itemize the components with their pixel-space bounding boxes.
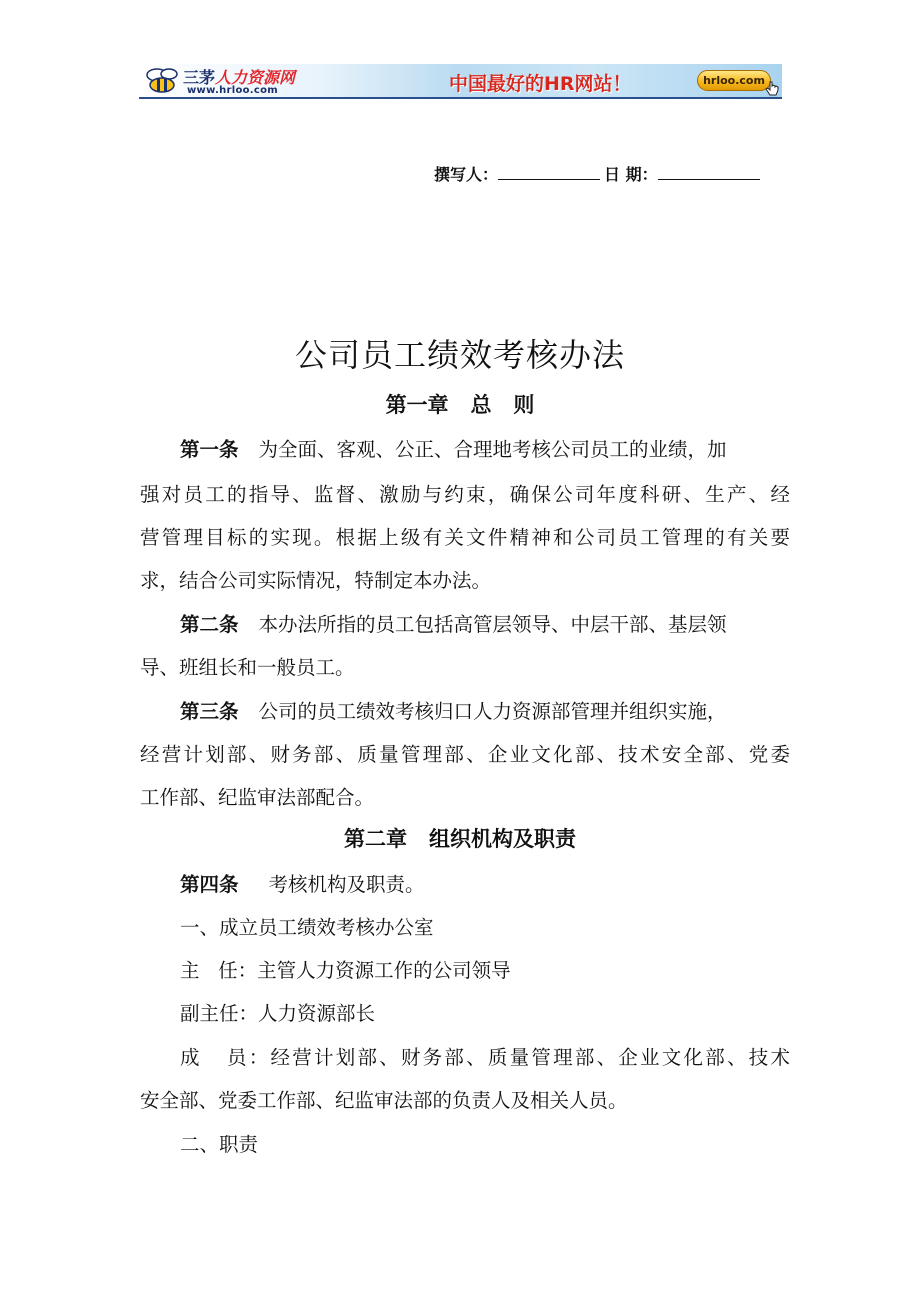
item-director: 主 任：主管人力资源工作的公司领导	[180, 959, 511, 982]
brand-part2: 人力资源网	[215, 68, 296, 87]
document-title: 公司员工绩效考核办法	[294, 336, 625, 374]
article-2-line-2: 导、班组长和一般员工。	[140, 656, 355, 679]
item-deputy: 副主任：人力资源部长	[180, 1002, 376, 1025]
article-4-text-1: 考核机构及职责。	[268, 873, 425, 896]
article-2-line-1	[180, 609, 790, 637]
article-4-line-1	[180, 869, 790, 897]
chapter-heading-1: 第一章 总 则	[385, 393, 535, 417]
article-1-line-2: 强对员工的指导、监督、激励与约束，确保公司年度科研、生产、经	[140, 483, 790, 506]
article-1-line-4: 求，结合公司实际情况，特制定本办法。	[140, 569, 492, 592]
article-2-text-1: 本办法所指的员工包括高管层领导、中层干部、基层领	[258, 613, 727, 636]
chapter-heading-2: 第二章 组织机构及职责	[344, 827, 576, 851]
item-members-line-1: 成 员：经营计划部、财务部、质量管理部、企业文化部、技术	[180, 1046, 790, 1069]
bee-logo-icon	[145, 66, 179, 96]
hand-cursor-icon	[765, 81, 779, 97]
writer-field[interactable]	[498, 165, 600, 180]
article-1-label: 第一条	[180, 438, 239, 461]
banner-slogan: 中国最好的HR网站！	[449, 73, 632, 95]
item-members-line-2: 安全部、党委工作部、纪监审法部的负责人及相关人员。	[140, 1089, 628, 1112]
article-3-line-1	[180, 696, 790, 724]
article-4-label: 第四条	[180, 873, 239, 896]
article-3-line-2: 经营计划部、财务部、质量管理部、企业文化部、技术安全部、党委	[140, 743, 790, 766]
article-1-line-1	[180, 434, 790, 462]
date-label: 日 期：	[604, 165, 658, 184]
author-date-line	[434, 162, 760, 185]
item-duties: 二、职责	[180, 1133, 259, 1156]
item-setup-office: 一、成立员工绩效考核办公室	[180, 916, 434, 939]
article-3-text-1: 公司的员工绩效考核归口人力资源部管理并组织实施，	[258, 700, 727, 723]
brand-part1: 三茅	[183, 68, 216, 87]
writer-label: 撰写人：	[434, 165, 499, 184]
date-field[interactable]	[658, 165, 760, 180]
article-2-label: 第二条	[180, 613, 239, 636]
hrloo-banner[interactable]	[139, 64, 782, 99]
article-3-line-3: 工作部、纪监审法部配合。	[140, 786, 375, 809]
article-1-text-1: 为全面、客观、公正、合理地考核公司员工的业绩，加	[258, 438, 727, 461]
article-1-line-3: 营管理目标的实现。根据上级有关文件精神和公司员工管理的有关要	[140, 526, 790, 549]
article-3-label: 第三条	[180, 700, 239, 723]
brand-url: www.hrloo.com	[187, 85, 279, 96]
site-link-button[interactable]: hrloo.com	[697, 70, 771, 91]
